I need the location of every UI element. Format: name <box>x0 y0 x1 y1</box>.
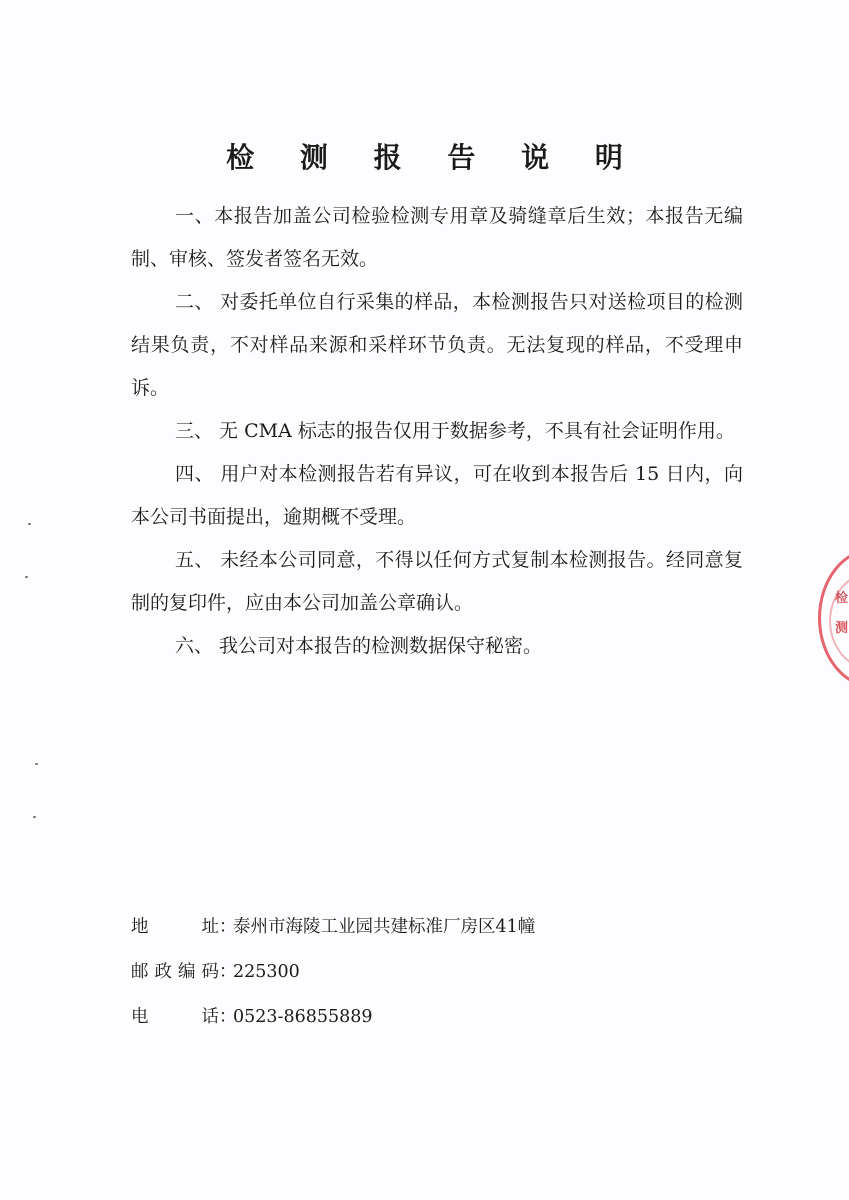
notice-paragraph-3: 三、 无 CMA 标志的报告仅用于数据参考，不具有社会证明作用。 <box>175 420 735 442</box>
scan-speck <box>25 576 28 578</box>
notice-paragraph-1: 一、本报告加盖公司检验检测专用章及骑缝章后生效；本报告无编制、审核、签发者签名无效。 <box>131 205 743 270</box>
phone-value: 0523-86855889 <box>233 1007 373 1027</box>
seal-glyph-2: 测 <box>835 621 849 636</box>
postcode-label: 邮政编码 <box>131 962 219 982</box>
phone-colon: ： <box>219 1007 237 1027</box>
address-row <box>131 905 731 950</box>
notice-paragraph-2: 二、 对委托单位自行采集的样品，本检测报告只对送检项目的检测结果负责，不对样品来源和采样环节负责。无法复现的样品，不受理申诉。 <box>131 291 743 399</box>
official-seal <box>818 548 849 688</box>
notice-paragraph-5: 五、 未经本公司同意，不得以任何方式复制本检测报告。经同意复制的复印件，应由本公司加盖公章确认。 <box>131 549 743 614</box>
page-title: 检 测 报 告 说 明 <box>226 141 641 174</box>
postcode-value: 225300 <box>233 962 300 982</box>
notice-paragraph-6: 六、 我公司对本报告的检测数据保守秘密。 <box>175 635 543 657</box>
phone-row <box>131 995 731 1040</box>
address-colon: ： <box>219 917 237 937</box>
scan-speck <box>33 816 36 818</box>
contact-info <box>131 905 731 1040</box>
scan-speck <box>35 763 38 765</box>
address-value: 泰州市海陵工业园共建标准厂房区41幢 <box>233 917 536 937</box>
postcode-row <box>131 950 731 995</box>
seal-glyph-1: 检 <box>835 591 849 606</box>
address-label: 地址 <box>131 917 219 937</box>
scan-speck <box>28 523 31 525</box>
notice-paragraph-4: 四、 用户对本检测报告若有异议，可在收到本报告后 15 日内，向本公司书面提出，逾期概不受理。 <box>131 463 743 528</box>
phone-label: 电话 <box>131 1007 219 1027</box>
notice-body <box>131 195 743 668</box>
postcode-colon: ： <box>219 962 237 982</box>
